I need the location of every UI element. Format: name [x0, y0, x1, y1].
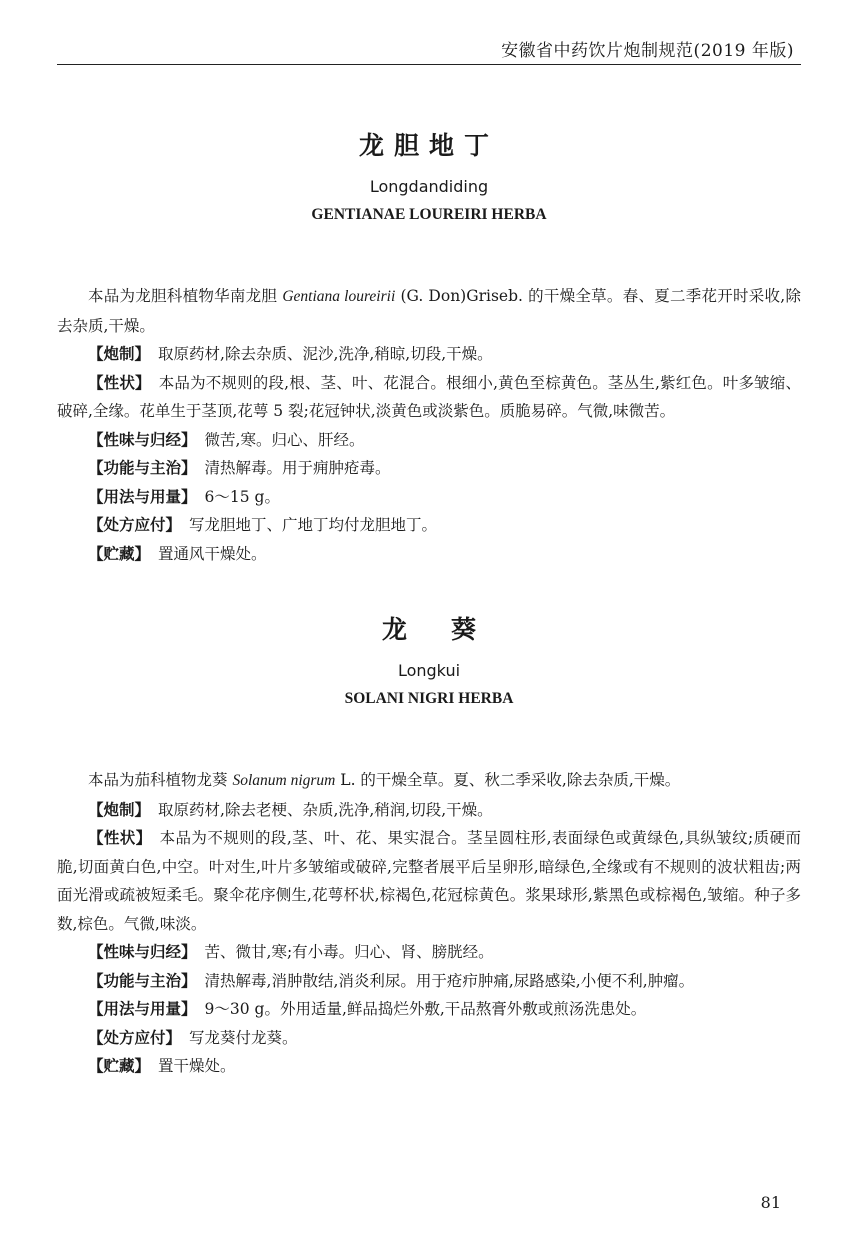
section-text: 置干燥处。: [158, 1057, 236, 1075]
section-label: 【功能与主治】: [88, 971, 197, 990]
entry-latin-name: GENTIANAE LOUREIRI HERBA: [311, 206, 547, 223]
section-text: 9～30 g。外用适量,鲜品捣烂外敷,干品熬膏外敷或煎汤洗患处。: [204, 1000, 647, 1018]
section-label: 【性味与归经】: [88, 430, 197, 449]
section-text: 清热解毒,消肿散结,消炎利尿。用于疮疖肿痛,尿路感染,小便不利,肿瘤。: [204, 971, 695, 990]
section-nature-meridian: [57, 426, 801, 455]
intro-text-pre: 本品为茄科植物龙葵: [88, 771, 233, 789]
section-processing: [57, 340, 801, 369]
section-text: 置通风干燥处。: [158, 544, 267, 563]
section-characters: [57, 369, 801, 426]
section-characters: [57, 824, 801, 938]
section-label: 【处方应付】: [88, 1028, 182, 1047]
section-dosage: [57, 483, 801, 512]
entry-longdandiding: [57, 130, 801, 568]
entry-intro: [57, 282, 801, 340]
section-label: 【性味与归经】: [88, 943, 197, 961]
section-text: 取原药材,除去老梗、杂质,洗净,稍润,切段,干燥。: [158, 800, 493, 819]
section-label: 【用法与用量】: [88, 487, 197, 506]
section-text: 本品为不规则的段,根、茎、叶、花混合。根细小,黄色至棕黄色。茎丛生,紫红色。叶多皱缩、破碎,全缘。花单生于茎顶,花萼 5 裂;花冠钟状,淡黄色或淡紫色。质脆易碎。气微,味微苦。: [57, 373, 801, 420]
section-text: 清热解毒。用于痈肿疮毒。: [204, 459, 391, 477]
section-label: 【贮藏】: [88, 1057, 151, 1075]
entry-pinyin: Longdandiding: [369, 177, 489, 196]
intro-text-post: (G. Don)Griseb. 的干燥全草。春、夏二季花开时采收,除去杂质,干燥。: [57, 287, 801, 335]
section-prescription: [57, 511, 801, 540]
section-label: 【炮制】: [88, 345, 151, 363]
entry-intro: [57, 766, 801, 796]
section-label: 【处方应付】: [88, 516, 182, 534]
section-text: 苦、微甘,寒;有小毒。归心、肾、膀胱经。: [204, 943, 494, 961]
intro-text-post: L. 的干燥全草。夏、秋二季采收,除去杂质,干燥。: [335, 771, 681, 789]
entry-title: 龙胆地丁: [358, 131, 499, 160]
section-text: 本品为不规则的段,茎、叶、花、果实混合。茎呈圆柱形,表面绿色或黄绿色,具纵皱纹;质硬而脆,切面黄白色,中空。叶对生,叶片多皱缩或破碎,完整者展平后呈卵形,暗绿色,全缘或有不规则的波状粗齿;两面光滑或疏被短柔毛。聚伞花序侧生,花萼杯状,棕褐色,花冠棕黄色。浆果球形,紫黑色或棕褐色,皱缩。种子多数,棕色。气微,味淡。: [57, 829, 801, 933]
running-header: 安徽省中药饮片炮制规范(2019 年版): [501, 41, 794, 61]
section-text: 写龙胆地丁、广地丁均付龙胆地丁。: [189, 516, 438, 534]
section-label: 【性状】: [88, 829, 152, 847]
section-text: 微苦,寒。归心、肝经。: [204, 430, 365, 449]
species-name: Gentiana loureirii: [282, 288, 396, 305]
section-label: 【炮制】: [88, 800, 151, 819]
section-text: 取原药材,除去杂质、泥沙,洗净,稍晾,切段,干燥。: [158, 345, 493, 363]
entry-pinyin: Longkui: [397, 661, 461, 680]
section-label: 【用法与用量】: [88, 1000, 197, 1018]
section-text: 6～15 g。: [204, 487, 280, 506]
section-nature-meridian: [57, 938, 801, 967]
page-number: 81: [760, 1193, 781, 1212]
section-label: 【功能与主治】: [88, 459, 197, 477]
header-rule: [57, 64, 801, 65]
section-text: 写龙葵付龙葵。: [189, 1028, 298, 1047]
entry-title: 龙葵: [381, 615, 520, 644]
section-storage: [57, 540, 801, 569]
section-dosage: [57, 995, 801, 1024]
intro-text-pre: 本品为龙胆科植物华南龙胆: [88, 287, 283, 305]
entry-longkui: [57, 614, 801, 1081]
section-prescription: [57, 1024, 801, 1053]
page-content: [57, 130, 801, 1081]
section-label: 【性状】: [88, 373, 151, 392]
section-processing: [57, 796, 801, 825]
entry-latin-name: SOLANI NIGRI HERBA: [344, 690, 514, 707]
section-label: 【贮藏】: [88, 544, 151, 563]
section-storage: [57, 1052, 801, 1081]
section-function: [57, 454, 801, 483]
species-name: Solanum nigrum: [232, 772, 336, 789]
section-function: [57, 967, 801, 996]
